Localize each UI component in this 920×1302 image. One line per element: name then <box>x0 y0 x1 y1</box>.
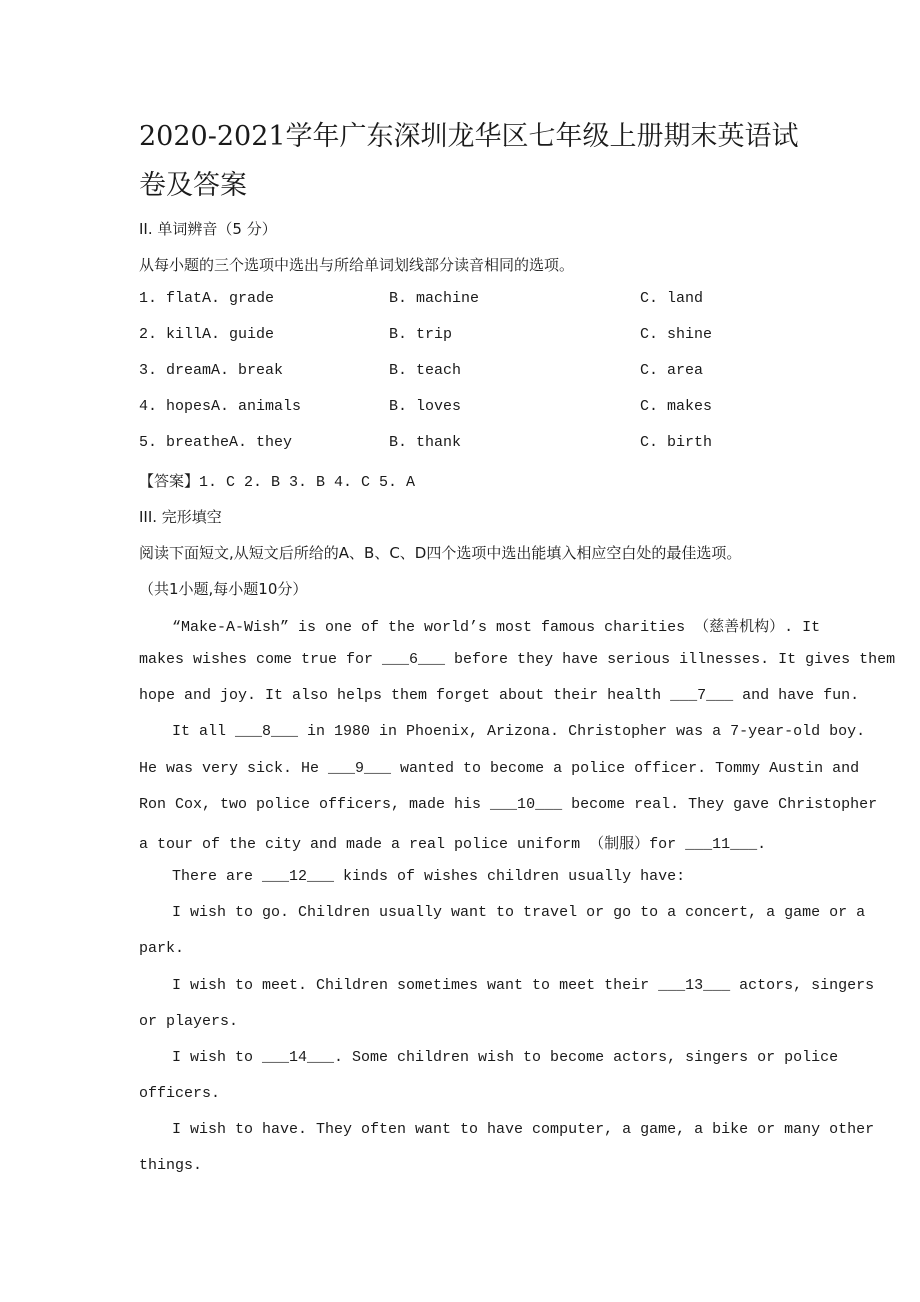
passage-line: a tour of the city and made a real police uniform （制服）for ___11___. <box>139 836 767 853</box>
question-row <box>139 326 779 343</box>
question-stem: 3. dreamA. break <box>139 362 284 379</box>
passage-line: makes wishes come true for ___6___ before they have serious illnesses. It gives them <box>139 651 896 668</box>
option-c: C. shine <box>640 326 713 343</box>
question-stem: 4. hopesA. animals <box>139 398 302 415</box>
question-row <box>139 362 779 379</box>
option-b: B. machine <box>389 290 480 307</box>
passage-line: I wish to meet. Children sometimes want to meet their ___13___ actors, singers <box>172 977 875 994</box>
section-3-instruction: 阅读下面短文,从短文后所给的A、B、C、D四个选项中选出能填入相应空白处的最佳选项。 <box>139 544 742 562</box>
question-stem: 2. killA. guide <box>139 326 275 343</box>
option-c: C. area <box>640 362 704 379</box>
passage-line: There are ___12___ kinds of wishes children usually have: <box>172 868 686 885</box>
passage-line: “Make-A-Wish” is one of the world’s most famous charities （慈善机构）. It <box>172 619 821 636</box>
answer-key: 【答案】1. C 2. B 3. B 4. C 5. A <box>139 474 416 491</box>
passage-line: park. <box>139 940 185 957</box>
question-row <box>139 434 779 451</box>
option-c: C. makes <box>640 398 713 415</box>
passage-line: hope and joy. It also helps them forget about their health ___7___ and have fun. <box>139 687 860 704</box>
question-stem: 5. breatheA. they <box>139 434 293 451</box>
section-3-heading: III. 完形填空 <box>139 508 222 526</box>
option-c: C. land <box>640 290 704 307</box>
passage-line: It all ___8___ in 1980 in Phoenix, Arizona. Christopher was a 7-year-old boy. <box>172 723 866 740</box>
option-b: B. teach <box>389 362 462 379</box>
option-b: B. trip <box>389 326 453 343</box>
question-row <box>139 398 779 415</box>
passage-line: I wish to have. They often want to have computer, a game, a bike or many other <box>172 1121 875 1138</box>
section-3-note: （共1小题,每小题10分） <box>139 580 308 598</box>
passage-line: Ron Cox, two police officers, made his ___10___ become real. They gave Christopher <box>139 796 878 813</box>
passage-line: officers. <box>139 1085 221 1102</box>
option-b: B. loves <box>389 398 462 415</box>
passage-line: or players. <box>139 1013 239 1030</box>
passage-line: I wish to ___14___. Some children wish to become actors, singers or police <box>172 1049 839 1066</box>
passage-line: things. <box>139 1157 203 1174</box>
question-row <box>139 290 779 307</box>
section-2-heading: II. 单词辨音（5 分） <box>139 220 277 238</box>
document-title: 2020-2021学年广东深圳龙华区七年级上册期末英语试卷及答案 <box>139 121 799 201</box>
question-stem: 1. flatA. grade <box>139 290 275 307</box>
section-2-instruction: 从每小题的三个选项中选出与所给单词划线部分读音相同的选项。 <box>139 256 575 274</box>
passage-line: He was very sick. He ___9___ wanted to become a police officer. Tommy Austin and <box>139 760 860 777</box>
option-c: C. birth <box>640 434 713 451</box>
passage-line: I wish to go. Children usually want to travel or go to a concert, a game or a <box>172 904 866 921</box>
option-b: B. thank <box>389 434 462 451</box>
